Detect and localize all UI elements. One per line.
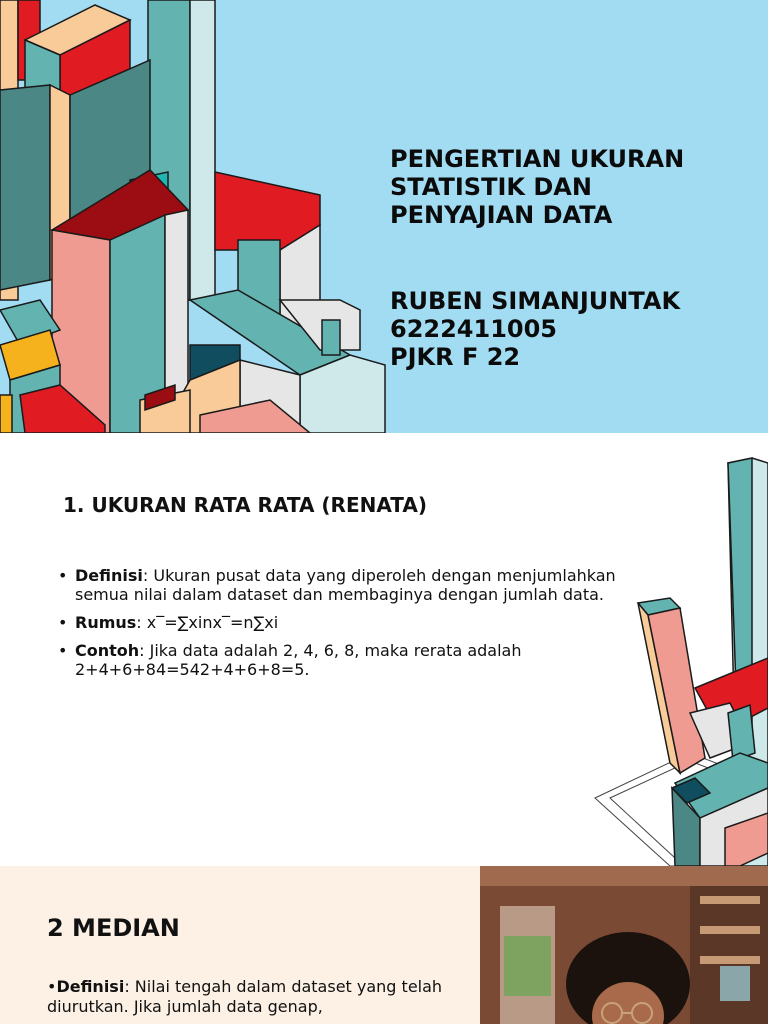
bullet-label: Definisi (75, 566, 143, 585)
title-line: PENGERTIAN UKURAN (390, 145, 685, 173)
bullet-label: Contoh (75, 641, 140, 660)
title-line: STATISTIK DAN (390, 173, 592, 201)
class-label: PJKR F 22 (390, 343, 521, 371)
person-photo (480, 866, 768, 1024)
mean-slide (0, 433, 768, 866)
bullet-text: : Nilai tengah dalam dataset yang telah diurutkan. Jika jumlah data genap, (47, 977, 443, 1016)
slide-heading: 2 MEDIAN (47, 914, 180, 942)
bullet-list (58, 566, 618, 688)
isometric-blocks-illustration (0, 0, 390, 433)
list-item (58, 566, 618, 604)
list-item (58, 641, 618, 679)
bullet-label: Definisi (56, 977, 125, 996)
author-name: RUBEN SIMANJUNTAK (390, 287, 681, 315)
title-line: PENYAJIAN DATA (390, 201, 613, 229)
bullet-label: Rumus (75, 613, 137, 632)
bullet-text: : x‾=∑xinx‾=n∑xi (136, 613, 279, 632)
bullet-marker: • (47, 977, 57, 996)
list-item (58, 613, 618, 632)
author-info (390, 287, 760, 371)
median-slide (0, 866, 768, 1024)
student-id: 6222411005 (390, 315, 557, 343)
slide-heading: 1. UKURAN RATA RATA (RENATA) (63, 493, 427, 517)
bullet-text: : Ukuran pusat data yang diperoleh dengan menjumlahkan semua nilai dalam dataset dan membaginya dengan jumlah data. (75, 566, 616, 604)
definition-text (47, 977, 467, 1017)
title-slide (0, 0, 768, 433)
isometric-tower-illustration (590, 443, 768, 866)
bullet-text: : Jika data adalah 2, 4, 6, 8, maka rerata adalah 2+4+6+84=542+4+6+8=5. (75, 641, 522, 679)
presentation-title (390, 145, 760, 229)
